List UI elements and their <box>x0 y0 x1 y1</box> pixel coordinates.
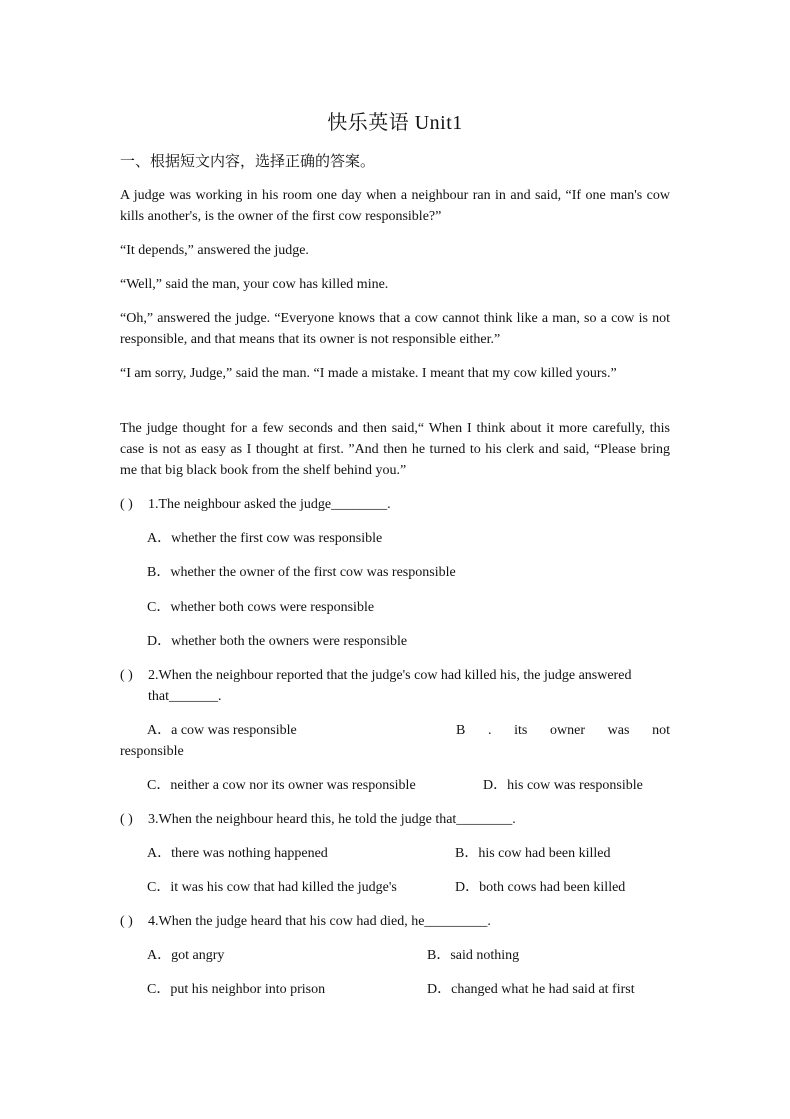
answer-blank[interactable]: ( ) <box>120 812 133 827</box>
answer-blank[interactable]: ( ) <box>120 914 133 929</box>
option-d: D．both cows had been killed <box>455 880 626 895</box>
option-b-word: its <box>514 723 528 738</box>
option-b-word: . <box>487 723 492 738</box>
page-title: 快乐英语 Unit1 <box>327 112 463 134</box>
option-b-word: was <box>607 723 630 738</box>
option-b: B．said nothing <box>427 948 520 963</box>
passage-paragraph: “It depends,” answered the judge. <box>120 243 309 258</box>
option-c: C．it was his cow that had killed the judge's <box>147 880 397 895</box>
question-4 <box>120 911 670 932</box>
question-text: 4.When the judge heard that his cow had died, he_________. <box>148 914 491 929</box>
option-b-word: B <box>456 723 466 738</box>
passage-paragraph: “I am sorry, Judge,” said the man. “I made a mistake. I meant that my cow killed yours.” <box>120 366 617 381</box>
passage-paragraph: “Well,” said the man, your cow has killed mine. <box>120 277 389 292</box>
option-b: B．his cow had been killed <box>455 846 611 861</box>
question-2 <box>120 665 670 704</box>
option-c: C．neither a cow nor its owner was responsible <box>147 778 416 793</box>
option-d: D．his cow was responsible <box>483 778 643 793</box>
option-a: A．a cow was responsible <box>147 723 297 738</box>
question-text: 2.When the neighbour reported that the judge's cow had killed his, the judge answered that_______. <box>148 668 632 704</box>
answer-blank[interactable]: ( ) <box>120 497 133 512</box>
section-heading: 一、根据短文内容，选择正确的答案。 <box>120 152 376 170</box>
option-b: B．whether the owner of the first cow was responsible <box>147 565 456 580</box>
option-d: D．whether both the owners were responsible <box>147 634 408 649</box>
question-3 <box>120 809 670 830</box>
answer-blank[interactable]: ( ) <box>120 668 133 683</box>
option-a: A．whether the first cow was responsible <box>147 531 383 546</box>
option-b-word: not <box>652 723 670 738</box>
option-b-wrap: responsible <box>120 744 184 759</box>
option-a: A．got angry <box>147 948 225 963</box>
option-b <box>120 720 670 762</box>
option-a: A．there was nothing happened <box>147 846 328 861</box>
question-text: 3.When the neighbour heard this, he told the judge that________. <box>148 812 516 827</box>
option-d: D．changed what he had said at first <box>427 982 635 997</box>
option-c: C．put his neighbor into prison <box>147 982 326 997</box>
passage-paragraph: “Oh,” answered the judge. “Everyone knows that a cow cannot think like a man, so a cow is not responsible, and that means that its owner is not responsible either.” <box>120 311 670 347</box>
option-b-word: owner <box>550 723 585 738</box>
option-b-line <box>120 720 670 741</box>
passage-paragraph: The judge thought for a few seconds and then said,“ When I think about it more carefully, this case is not as easy as I thought at first. ”And then he turned to his clerk and said, “Please bring me that big black book from the shelf behind you.” <box>120 421 670 478</box>
option-c: C．whether both cows were responsible <box>147 600 375 615</box>
question-text: 1.The neighbour asked the judge________. <box>148 497 391 512</box>
passage-paragraph: A judge was working in his room one day when a neighbour ran in and said, “If one man's cow kills another's, is the owner of the first cow responsible?” <box>120 188 670 224</box>
question-1 <box>120 494 670 515</box>
